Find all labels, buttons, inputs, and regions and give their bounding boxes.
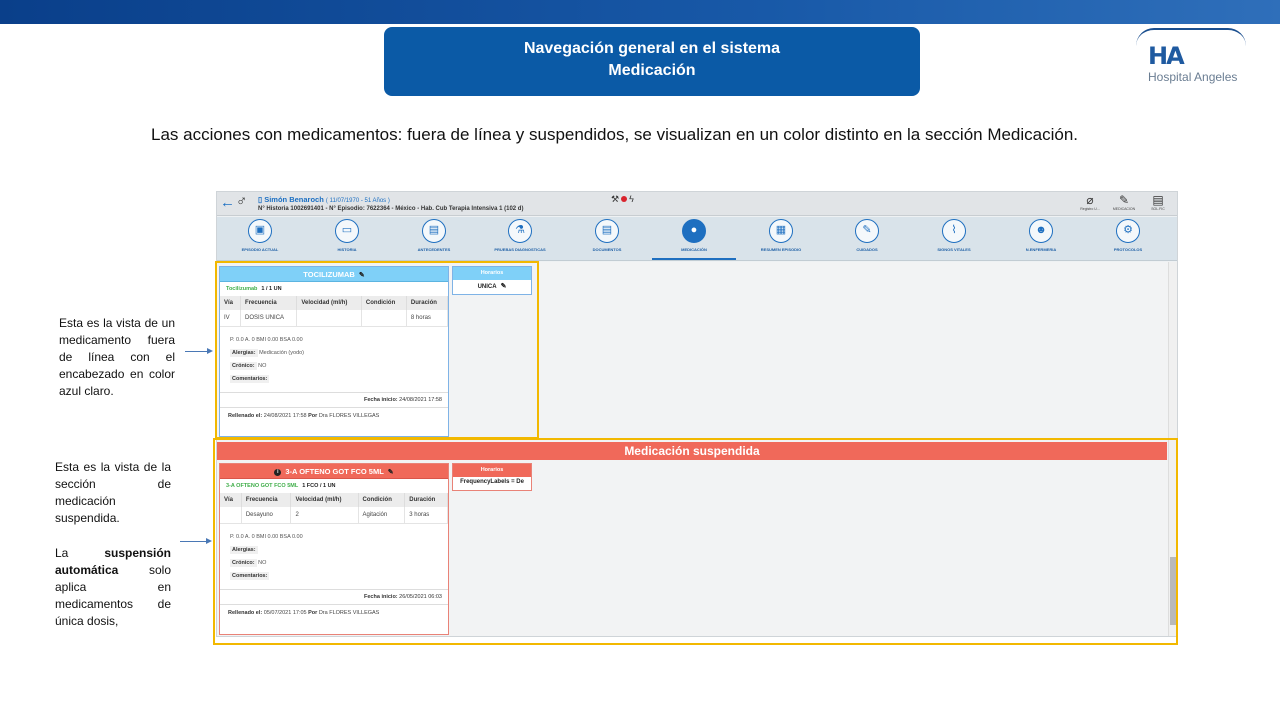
edit-pencil-icon[interactable]: ✎ (387, 469, 394, 476)
top-banner (0, 0, 1280, 24)
clipboard-icon: ▤ (422, 219, 446, 243)
arrow-offline (185, 351, 211, 352)
alert-dot-icon (621, 196, 627, 202)
arrow-suspended (180, 541, 210, 542)
note-offline: Esta es la vista de un medicamento fuera de línea con el encabezado en color azul claro. (59, 316, 175, 398)
tab-episodio-actual[interactable]: ▣ EPISODIO ACTUAL (216, 219, 305, 259)
offline-horarios[interactable]: Horarios UNICA ✎ (452, 266, 532, 295)
slide-subtitle: Las acciones con medicamentos: fuera de línea y suspendidos, se visualizan en un color distinto en la sección Medicación. (151, 125, 1079, 144)
document-icon: ▤ (1152, 193, 1164, 207)
logo-mark: HA (1148, 42, 1183, 70)
tab-n-enfermeria[interactable]: ☻ N.ENFERMERIA (996, 219, 1086, 259)
suspended-horarios[interactable]: Horarios FrequencyLabels = De (452, 463, 532, 491)
back-arrow-icon[interactable]: ← (220, 194, 235, 211)
suspended-banner: Medicación suspendida (217, 442, 1167, 460)
tab-antecedentes[interactable]: ▤ ANTECEDENTES (389, 219, 479, 259)
top-tools (1077, 194, 1171, 211)
section-navbar (217, 217, 1177, 261)
suspended-card-header: i 3-A OFTENO GOT FCO 5ML ✎ (220, 464, 448, 479)
offline-card-table: Vía Frecuencia Velocidad (ml/h) Condición Duración IV DOSIS UNICA 8 horas (220, 296, 448, 327)
medicacion-tool-button[interactable]: ✎ MEDICACION (1112, 193, 1136, 211)
suspended-card-dose: 3-A OFTENO GOT FCO 5ML 1 FCO / 1 UN (226, 483, 336, 489)
tab-resumen-episodio[interactable]: ▦ RESUMEN EPISODIO (736, 219, 826, 259)
slide-section-title: Medicación (608, 62, 696, 79)
slide-title: Navegación general en el sistema (523, 40, 781, 57)
tab-medicacion[interactable]: ● MEDICACIÓN (649, 219, 739, 259)
tab-protocolos[interactable]: ⚙ PROTOCOLOS (1083, 219, 1173, 259)
allergy-icon: ϟ (629, 194, 634, 204)
folder-icon: ▭ (335, 219, 359, 243)
edit-document-icon: ✎ (1118, 193, 1130, 207)
hammer-icon: ⚒ (611, 194, 620, 204)
male-icon: ♂ (236, 193, 248, 210)
patient-bar (217, 192, 1177, 216)
tab-documentos[interactable]: ▤ DOCUMENTOS (562, 219, 652, 259)
pencil-icon: ✎ (855, 219, 879, 243)
tab-cuidados[interactable]: ✎ CUIDADOS (822, 219, 912, 259)
note-auto-suspension: La suspensión automática solo aplica en medicamentos de única dosis, (55, 546, 171, 628)
patient-name[interactable]: ▯ Simón Benaroch ( 11/07/1970 - 51 Años ) (258, 195, 390, 204)
tab-pruebas-diagnosticas[interactable]: ⚗ PRUEBAS DIAGNOSTICAS (475, 219, 565, 259)
patient-dob: ( 11/07/1970 - 51 Años ) (325, 198, 390, 204)
suspended-card-start-date: Fecha inicio: 26/05/2021 06:03 (220, 589, 448, 604)
episode-icon: ▣ (248, 219, 272, 243)
pill-icon: ⌀ (1086, 193, 1094, 207)
suspended-card-details: P. 0.0 A. 0 BMI 0.00 BSA 0.00 Alergias: Crónico: NO Comentarios: (220, 524, 448, 589)
table-row: Desayuno 2 Agitación 3 horas (220, 507, 448, 523)
tab-historia[interactable]: ▭ HISTORIA (302, 219, 392, 259)
patient-info: N° Historia 1002691401 - N° Episodio: 7622364 - México - Hab. Cub Terapia Intensiva 1 (102 d) (258, 206, 524, 212)
offline-card-filled: Rellenado el: 24/08/2021 17:58 Por Dra FLORES VILLEGAS (220, 407, 448, 424)
summary-icon: ▦ (769, 219, 793, 243)
offline-card-details: P. 0.0 A. 0 BMI 0.00 BSA 0.00 Alergias: Medicación (yodo) Crónico: NO Comentarios: (220, 327, 448, 392)
logo-name: Hospital Angeles (1148, 70, 1238, 84)
offline-card-header: TOCILIZUMAB ✎ (220, 267, 448, 282)
measures: P. 0.0 A. 0 BMI 0.00 BSA 0.00 (230, 533, 303, 540)
alert-icons[interactable] (611, 194, 634, 205)
pills-icon: ● (682, 219, 706, 243)
edit-pencil-icon[interactable]: ✎ (358, 272, 365, 279)
tab-signos-vitales[interactable]: ⌇ SIGNOS VITALES (909, 219, 999, 259)
protocol-icon: ⚙ (1116, 219, 1140, 243)
flask-icon: ⚗ (508, 219, 532, 243)
offline-card-dose: Tocilizumab 1 / 1 UN (226, 286, 282, 292)
hospital-logo (1134, 28, 1254, 88)
suspended-card-filled: Rellenado el: 05/07/2021 17:05 Por Dra FLORES VILLEGAS (220, 604, 448, 621)
slide-title-box (384, 27, 920, 96)
chart-icon: ⌇ (942, 219, 966, 243)
nurse-icon: ☻ (1029, 219, 1053, 243)
highlight-suspended (213, 438, 1178, 645)
suspended-card-table: Vía Frecuencia Velocidad (ml/h) Condición Duración Desayuno 2 Agitación 3 horas (220, 493, 448, 524)
info-icon: i (274, 469, 281, 476)
offline-card-start-date: Fecha inicio: 24/08/2021 17:58 (220, 392, 448, 407)
registro-button[interactable]: ⌀ Registro U... (1077, 194, 1103, 211)
document-icon: ▤ (595, 219, 619, 243)
highlight-offline (215, 261, 539, 439)
edit-pencil-icon[interactable]: ✎ (500, 283, 507, 290)
measures: P. 0.0 A. 0 BMI 0.00 BSA 0.00 (230, 336, 303, 343)
note-suspended: Esta es la vista de la sección de medicación suspendida. (55, 460, 171, 525)
table-row: IV DOSIS UNICA 8 horas (220, 310, 448, 326)
sol-fic-button[interactable]: ▤ SOL.FIC (1145, 194, 1171, 211)
